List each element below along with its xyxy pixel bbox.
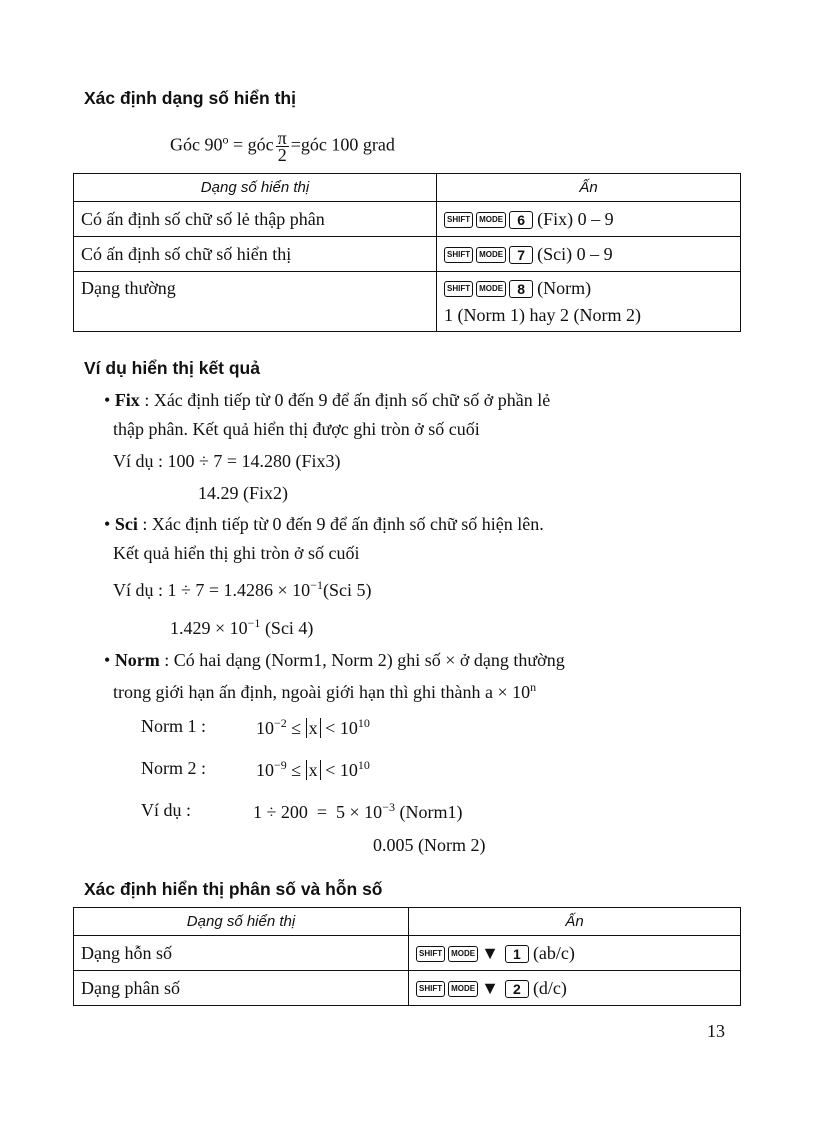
number-key-icon: 2 bbox=[505, 980, 529, 998]
row-keys bbox=[437, 237, 741, 272]
sci-ex2-tail: (Sci 4) bbox=[264, 618, 314, 638]
row-keys bbox=[409, 971, 741, 1006]
sci-ex1-exp: −1 bbox=[310, 578, 323, 592]
frac-den: 2 bbox=[277, 145, 287, 165]
down-arrow-icon: ▼ bbox=[481, 977, 499, 998]
norm-desc: : Có hai dạng (Norm1, Norm 2) ghi số × ở dạng thường bbox=[164, 650, 565, 670]
table-header-format: Dạng số hiển thị bbox=[74, 174, 437, 202]
norm-example-label: Ví dụ : bbox=[141, 800, 192, 820]
sci-example1 bbox=[113, 578, 371, 601]
sci-paragraph-line2: Kết quả hiển thị ghi tròn ở số cuối bbox=[113, 543, 360, 563]
row-label: Có ấn định số chữ số lẻ thập phân bbox=[74, 202, 437, 237]
shift-key-icon: SHIFT bbox=[416, 946, 445, 962]
n2-exp2: 10 bbox=[357, 758, 370, 772]
key-desc: (Fix) 0 – 9 bbox=[537, 208, 614, 229]
norm-ex-tail: (Norm1) bbox=[399, 802, 463, 822]
fix-example1: Ví dụ : 100 ÷ 7 = 14.280 (Fix3) bbox=[113, 451, 341, 471]
fix-term: Fix bbox=[114, 390, 140, 410]
key-desc: (ab/c) bbox=[532, 942, 575, 963]
table-header-press: Ấn bbox=[409, 908, 741, 936]
number-key-icon: 6 bbox=[509, 211, 533, 229]
shift-key-icon: SHIFT bbox=[444, 281, 473, 297]
key-desc: (Norm) bbox=[537, 277, 592, 298]
n2-exp: −9 bbox=[274, 758, 287, 772]
fraction-table bbox=[73, 907, 741, 1006]
sci-example2 bbox=[170, 616, 313, 639]
sci-ex2-exp: −1 bbox=[247, 616, 261, 630]
norm-desc2: trong giới hạn ấn định, ngoài giới hạn thì ghi thành bbox=[113, 682, 481, 702]
n2-absx: x bbox=[306, 760, 321, 780]
mode-key-icon: MODE bbox=[476, 212, 506, 228]
table-row bbox=[74, 971, 741, 1006]
sci-term: Sci bbox=[114, 514, 138, 534]
table-row bbox=[74, 237, 741, 272]
section-title-display-format: Xác định dạng số hiển thị bbox=[84, 88, 296, 108]
row-keys bbox=[437, 202, 741, 237]
shift-key-icon: SHIFT bbox=[444, 247, 473, 263]
number-key-icon: 1 bbox=[505, 945, 529, 963]
pi-over-two bbox=[276, 130, 289, 163]
norm2-range bbox=[256, 758, 370, 781]
key-extra: 1 (Norm 1) hay 2 (Norm 2) bbox=[444, 304, 641, 325]
sci-ex1-tail: (Sci 5) bbox=[322, 580, 372, 600]
n2-lt: < 10 bbox=[325, 760, 358, 780]
table-header-format: Dạng số hiển thị bbox=[74, 908, 409, 936]
table-row bbox=[74, 202, 741, 237]
display-format-table bbox=[73, 173, 741, 332]
mode-key-icon: MODE bbox=[448, 946, 478, 962]
norm1-range bbox=[256, 716, 370, 739]
mode-key-icon: MODE bbox=[448, 981, 478, 997]
fix-paragraph-line2: thập phân. Kết quả hiển thị được ghi tròn ở số cuối bbox=[113, 419, 480, 439]
norm-ex-calc: 1 ÷ 200 = 5 × 10 bbox=[253, 802, 383, 822]
number-key-icon: 7 bbox=[509, 246, 533, 264]
norm-example2: 0.005 (Norm 2) bbox=[373, 835, 486, 855]
n1-exp2: 10 bbox=[357, 716, 370, 730]
row-label: Dạng hỗn số bbox=[74, 936, 409, 971]
mode-key-icon: MODE bbox=[476, 281, 506, 297]
n1-exp: −2 bbox=[274, 716, 287, 730]
number-key-icon: 8 bbox=[509, 280, 533, 298]
norm-example bbox=[253, 800, 462, 823]
norm-math: a × 10 bbox=[485, 682, 531, 702]
fix-example2: 14.29 (Fix2) bbox=[198, 483, 288, 503]
mode-key-icon: MODE bbox=[476, 247, 506, 263]
section-title-fractions: Xác định hiển thị phân số và hỗn số bbox=[84, 879, 383, 899]
sci-ex2-text: 1.429 × 10 bbox=[170, 618, 248, 638]
norm-paragraph-line1: • Norm : Có hai dạng (Norm1, Norm 2) ghi số × ở dạng thường bbox=[104, 650, 565, 670]
row-label: Dạng thường bbox=[74, 272, 437, 332]
norm-term: Norm bbox=[114, 650, 160, 670]
table-header-press: Ấn bbox=[437, 174, 741, 202]
down-arrow-icon: ▼ bbox=[481, 942, 499, 963]
sci-ex1-text: Ví dụ : 1 ÷ 7 = 1.4286 × 10 bbox=[113, 580, 311, 600]
formula-degree: o bbox=[222, 132, 229, 147]
key-desc: (Sci) 0 – 9 bbox=[537, 243, 613, 264]
frac-num: π bbox=[277, 128, 287, 148]
table-row bbox=[74, 272, 741, 332]
angle-formula bbox=[170, 130, 395, 163]
sci-desc: : Xác định tiếp từ 0 đến 9 để ấn định số chữ số hiện lên. bbox=[142, 514, 544, 534]
norm-paragraph-line2 bbox=[113, 680, 536, 703]
fix-desc: : Xác định tiếp từ 0 đến 9 để ấn định số chữ số ở phần lẻ bbox=[144, 390, 551, 410]
norm2-label: Norm 2 : bbox=[141, 758, 206, 778]
norm-ex-exp: −3 bbox=[382, 800, 395, 814]
fix-paragraph-line1: • Fix : Xác định tiếp từ 0 đến 9 để ấn định số chữ số ở phần lẻ bbox=[104, 390, 551, 410]
row-keys bbox=[409, 936, 741, 971]
shift-key-icon: SHIFT bbox=[444, 212, 473, 228]
n1-absx: x bbox=[306, 718, 321, 738]
n1-base: 10 bbox=[256, 718, 274, 738]
formula-rest: =góc 100 grad bbox=[290, 134, 395, 155]
shift-key-icon: SHIFT bbox=[416, 981, 445, 997]
formula-angle: Góc 90 bbox=[170, 134, 223, 155]
key-desc: (d/c) bbox=[532, 977, 567, 998]
section-title-examples: Ví dụ hiển thị kết quả bbox=[84, 358, 260, 378]
norm-math-exp: n bbox=[530, 680, 537, 694]
sci-paragraph-line1: • Sci : Xác định tiếp từ 0 đến 9 để ấn định số chữ số hiện lên. bbox=[104, 514, 544, 534]
norm1-label: Norm 1 : bbox=[141, 716, 206, 736]
n2-le: ≤ bbox=[291, 760, 302, 780]
table-row bbox=[74, 936, 741, 971]
row-label: Dạng phân số bbox=[74, 971, 409, 1006]
row-label: Có ấn định số chữ số hiển thị bbox=[74, 237, 437, 272]
n2-base: 10 bbox=[256, 760, 274, 780]
formula-eq: = góc bbox=[233, 134, 274, 155]
row-keys bbox=[437, 272, 741, 332]
n1-le: ≤ bbox=[291, 718, 302, 738]
page-number: 13 bbox=[707, 1021, 725, 1041]
n1-lt: < 10 bbox=[325, 718, 358, 738]
